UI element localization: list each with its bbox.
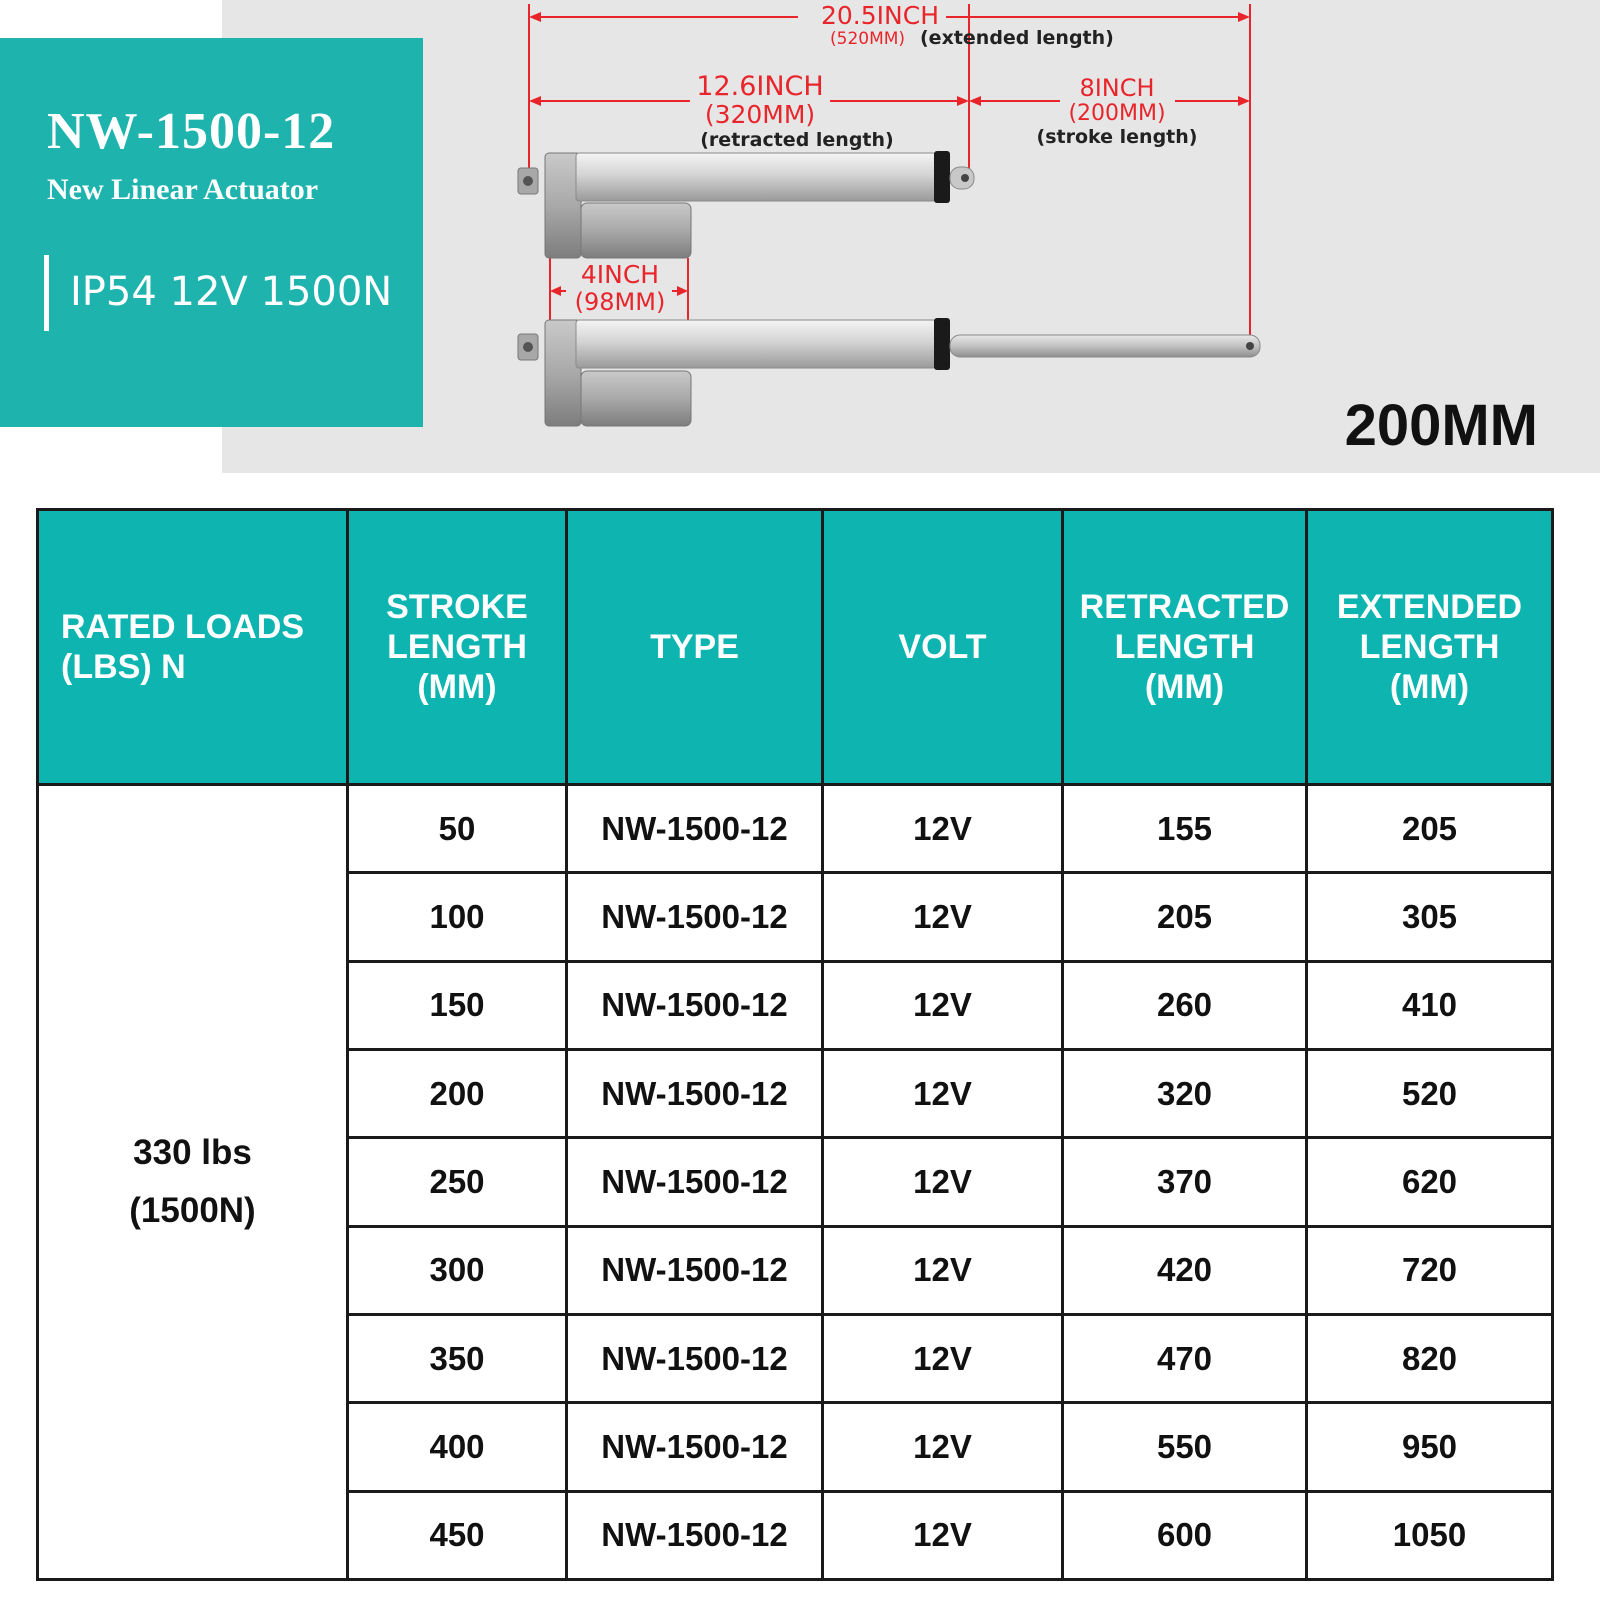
- stroke-length-label: (stroke length): [1036, 126, 1198, 148]
- stroke-cell: 250: [348, 1138, 567, 1226]
- volt-cell: 12V: [823, 1049, 1063, 1137]
- volt-cell: 12V: [823, 785, 1063, 873]
- volt-cell: 12V: [823, 873, 1063, 961]
- stroke-cell: 400: [348, 1403, 567, 1491]
- extended-cell: 410: [1307, 961, 1553, 1049]
- type-cell: NW-1500-12: [567, 785, 823, 873]
- motor-inch-label: 4INCH: [580, 260, 660, 289]
- brand-panel: [0, 38, 423, 427]
- volt-cell: 12V: [823, 1403, 1063, 1491]
- type-cell: NW-1500-12: [567, 961, 823, 1049]
- type-cell: NW-1500-12: [567, 873, 823, 961]
- model-title: NW-1500-12: [47, 103, 336, 160]
- stroke-cell: 100: [348, 873, 567, 961]
- extended-cell: 720: [1307, 1226, 1553, 1314]
- rated-load-cell: 330 lbs (1500N): [38, 785, 348, 1580]
- extended-inch-label: 20.5INCH: [821, 1, 939, 30]
- spec-summary: IP54 12V 1500N: [70, 269, 393, 315]
- type-cell: NW-1500-12: [567, 1049, 823, 1137]
- stroke-badge: 200MM: [1344, 393, 1538, 458]
- retracted-cell: 260: [1063, 961, 1307, 1049]
- stroke-cell: 350: [348, 1314, 567, 1402]
- extended-length-label: (extended length): [920, 27, 1114, 49]
- motor-mm-label: (98MM): [574, 288, 666, 316]
- extended-cell: 205: [1307, 785, 1553, 873]
- header-rated-loads: RATED LOADS (LBS) N: [38, 510, 348, 785]
- stroke-cell: 150: [348, 961, 567, 1049]
- extended-cell: 305: [1307, 873, 1553, 961]
- header-extended-length: EXTENDED LENGTH (MM): [1307, 510, 1553, 785]
- retracted-cell: 550: [1063, 1403, 1307, 1491]
- type-cell: NW-1500-12: [567, 1226, 823, 1314]
- brand-divider: [44, 255, 49, 331]
- retracted-cell: 600: [1063, 1491, 1307, 1579]
- stroke-mm-label: (200MM): [1068, 101, 1166, 126]
- table-header-row: [38, 510, 1553, 785]
- table-row: [38, 785, 1553, 873]
- retracted-cell: 320: [1063, 1049, 1307, 1137]
- header-type: TYPE: [567, 510, 823, 785]
- type-cell: NW-1500-12: [567, 1403, 823, 1491]
- extended-cell: 820: [1307, 1314, 1553, 1402]
- header-retracted-length: RETRACTED LENGTH (MM): [1063, 510, 1307, 785]
- stroke-cell: 450: [348, 1491, 567, 1579]
- extended-mm-label: (520MM): [830, 29, 906, 49]
- header-volt: VOLT: [823, 510, 1063, 785]
- volt-cell: 12V: [823, 1491, 1063, 1579]
- stroke-cell: 200: [348, 1049, 567, 1137]
- retracted-cell: 370: [1063, 1138, 1307, 1226]
- type-cell: NW-1500-12: [567, 1314, 823, 1402]
- retracted-length-label: (retracted length): [700, 129, 894, 151]
- actuator-retracted-image: [518, 151, 974, 258]
- actuator-extended-image: [518, 318, 1260, 426]
- extended-cell: 620: [1307, 1138, 1553, 1226]
- retracted-cell: 470: [1063, 1314, 1307, 1402]
- retracted-cell: 155: [1063, 785, 1307, 873]
- volt-cell: 12V: [823, 1314, 1063, 1402]
- extended-cell: 1050: [1307, 1491, 1553, 1579]
- header-stroke-length: STROKE LENGTH (MM): [348, 510, 567, 785]
- volt-cell: 12V: [823, 961, 1063, 1049]
- retracted-mm-label: (320MM): [704, 100, 816, 129]
- stroke-cell: 50: [348, 785, 567, 873]
- retracted-inch-label: 12.6INCH: [696, 71, 824, 102]
- extended-cell: 520: [1307, 1049, 1553, 1137]
- type-cell: NW-1500-12: [567, 1138, 823, 1226]
- spec-table: [36, 508, 1554, 1581]
- extended-cell: 950: [1307, 1403, 1553, 1491]
- retracted-cell: 205: [1063, 873, 1307, 961]
- volt-cell: 12V: [823, 1138, 1063, 1226]
- product-subtitle: New Linear Actuator: [47, 173, 319, 206]
- stroke-inch-label: 8INCH: [1079, 74, 1155, 102]
- retracted-cell: 420: [1063, 1226, 1307, 1314]
- volt-cell: 12V: [823, 1226, 1063, 1314]
- stroke-cell: 300: [348, 1226, 567, 1314]
- type-cell: NW-1500-12: [567, 1491, 823, 1579]
